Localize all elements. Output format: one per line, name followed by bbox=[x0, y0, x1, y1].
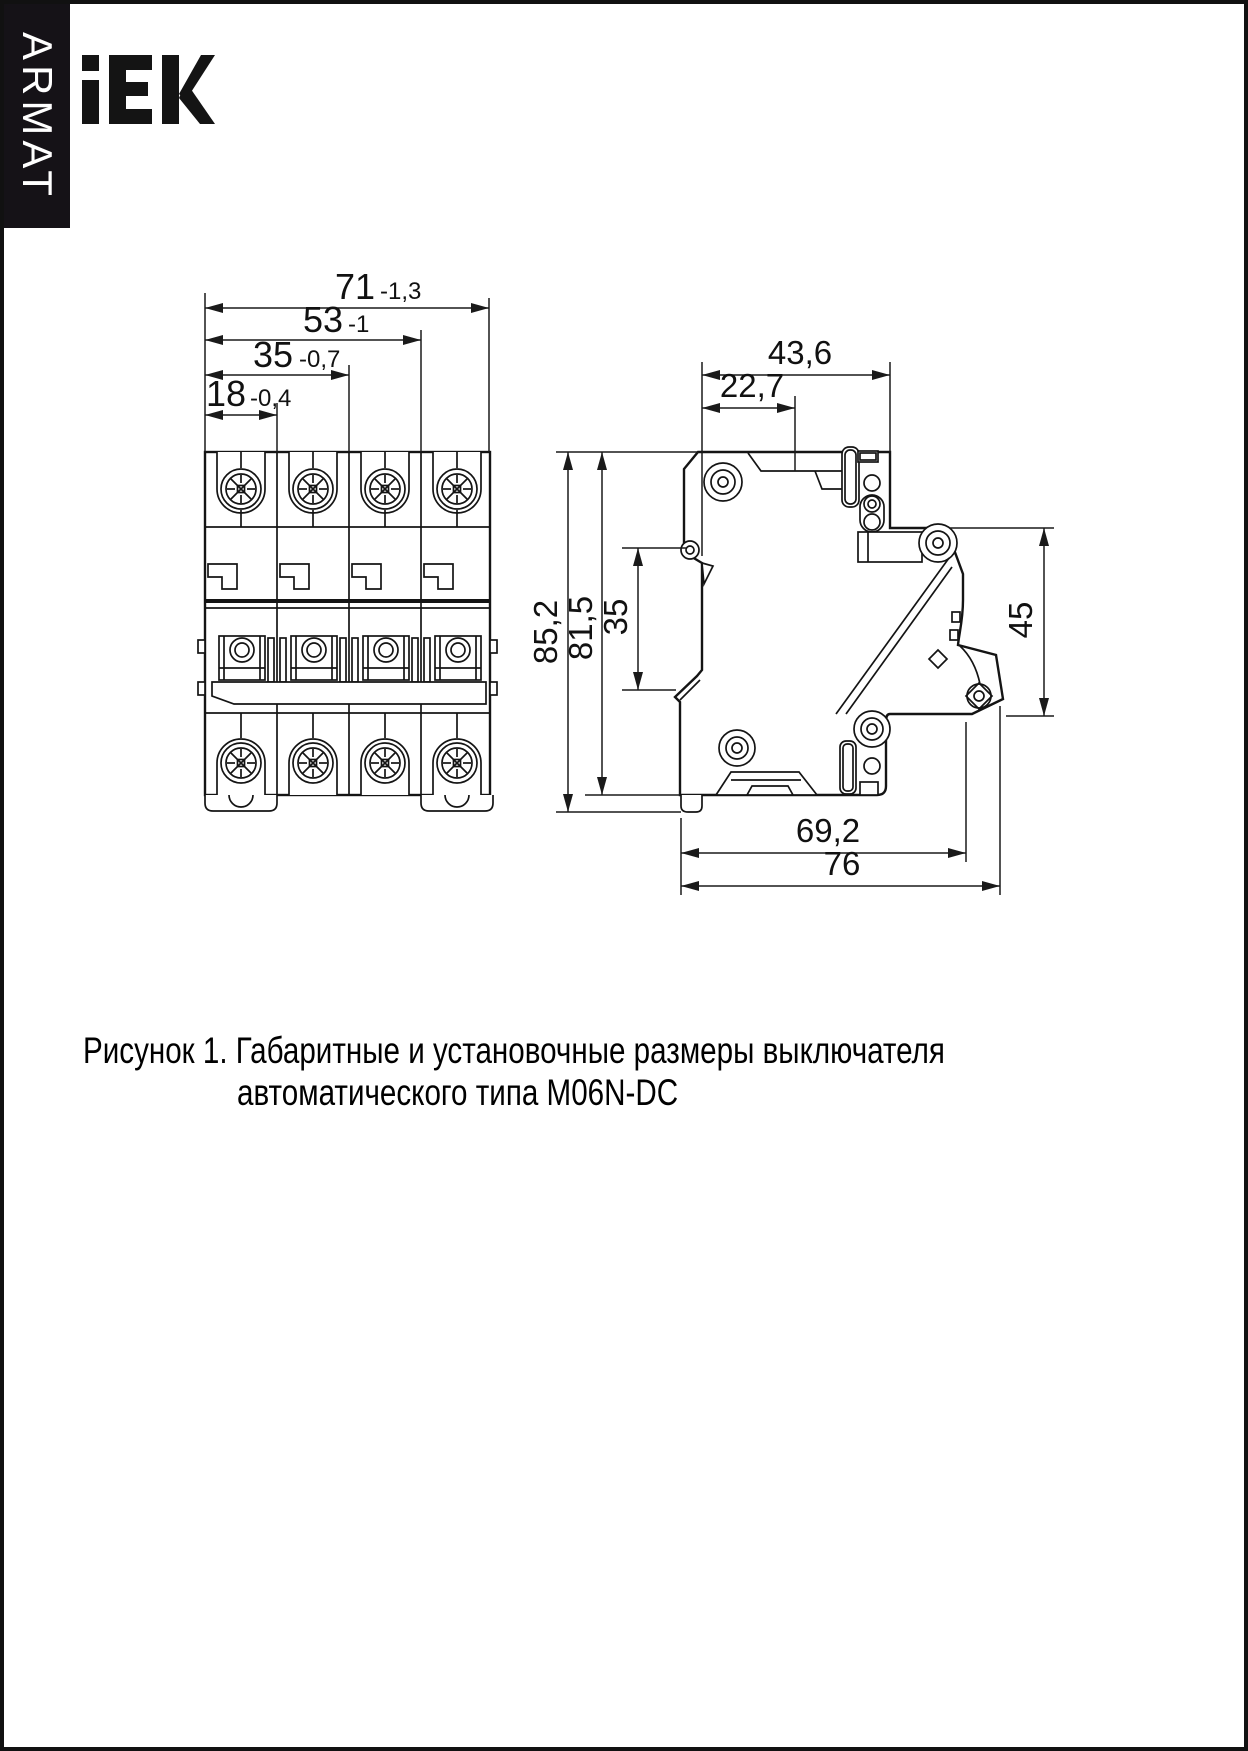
dim-76: 76 bbox=[823, 845, 861, 882]
figure-caption-line2: автоматического типа M06N-DC bbox=[237, 1072, 679, 1113]
mounting-foot bbox=[421, 795, 493, 811]
screw-boss bbox=[719, 730, 755, 766]
dim-53-tolerance: -1 bbox=[348, 311, 370, 338]
toggle-handle bbox=[219, 636, 265, 680]
front-view-dimensions bbox=[205, 266, 489, 452]
dim-81-5: 81,5 bbox=[562, 595, 599, 661]
toggle-handle bbox=[291, 636, 337, 680]
dim-18: 18 bbox=[206, 373, 247, 414]
dim-43-6: 43,6 bbox=[767, 334, 833, 371]
dim-71-tolerance: -1,3 bbox=[380, 278, 422, 305]
dim-71: 71 bbox=[335, 266, 376, 307]
din-hook bbox=[681, 541, 699, 559]
screw-boss bbox=[704, 463, 742, 501]
mounting-foot bbox=[681, 795, 702, 812]
dim-22-7: 22,7 bbox=[719, 367, 785, 404]
front-view bbox=[198, 266, 497, 811]
terminal-screw bbox=[919, 524, 957, 562]
toggle-handle bbox=[435, 636, 481, 680]
dim-35-tolerance: -0,7 bbox=[299, 346, 341, 373]
toggle-handle bbox=[363, 636, 409, 680]
figure-caption-line1: Рисунок 1. Габаритные и установочные размеры выключателя bbox=[83, 1030, 945, 1071]
dim-18-tolerance: -0,4 bbox=[250, 385, 292, 412]
mounting-foot bbox=[205, 795, 277, 811]
screw-boss bbox=[854, 711, 890, 747]
dim-35: 35 bbox=[253, 334, 294, 375]
toggle-tie-bar bbox=[212, 682, 486, 704]
side-view bbox=[527, 334, 1054, 895]
dim-45: 45 bbox=[1002, 601, 1039, 639]
dim-53: 53 bbox=[303, 299, 344, 340]
dim-35-din: 35 bbox=[597, 598, 634, 636]
dim-69-2: 69,2 bbox=[795, 812, 861, 849]
dim-85-2: 85,2 bbox=[527, 599, 564, 665]
armat-vertical-label: ARMAT bbox=[14, 31, 61, 201]
